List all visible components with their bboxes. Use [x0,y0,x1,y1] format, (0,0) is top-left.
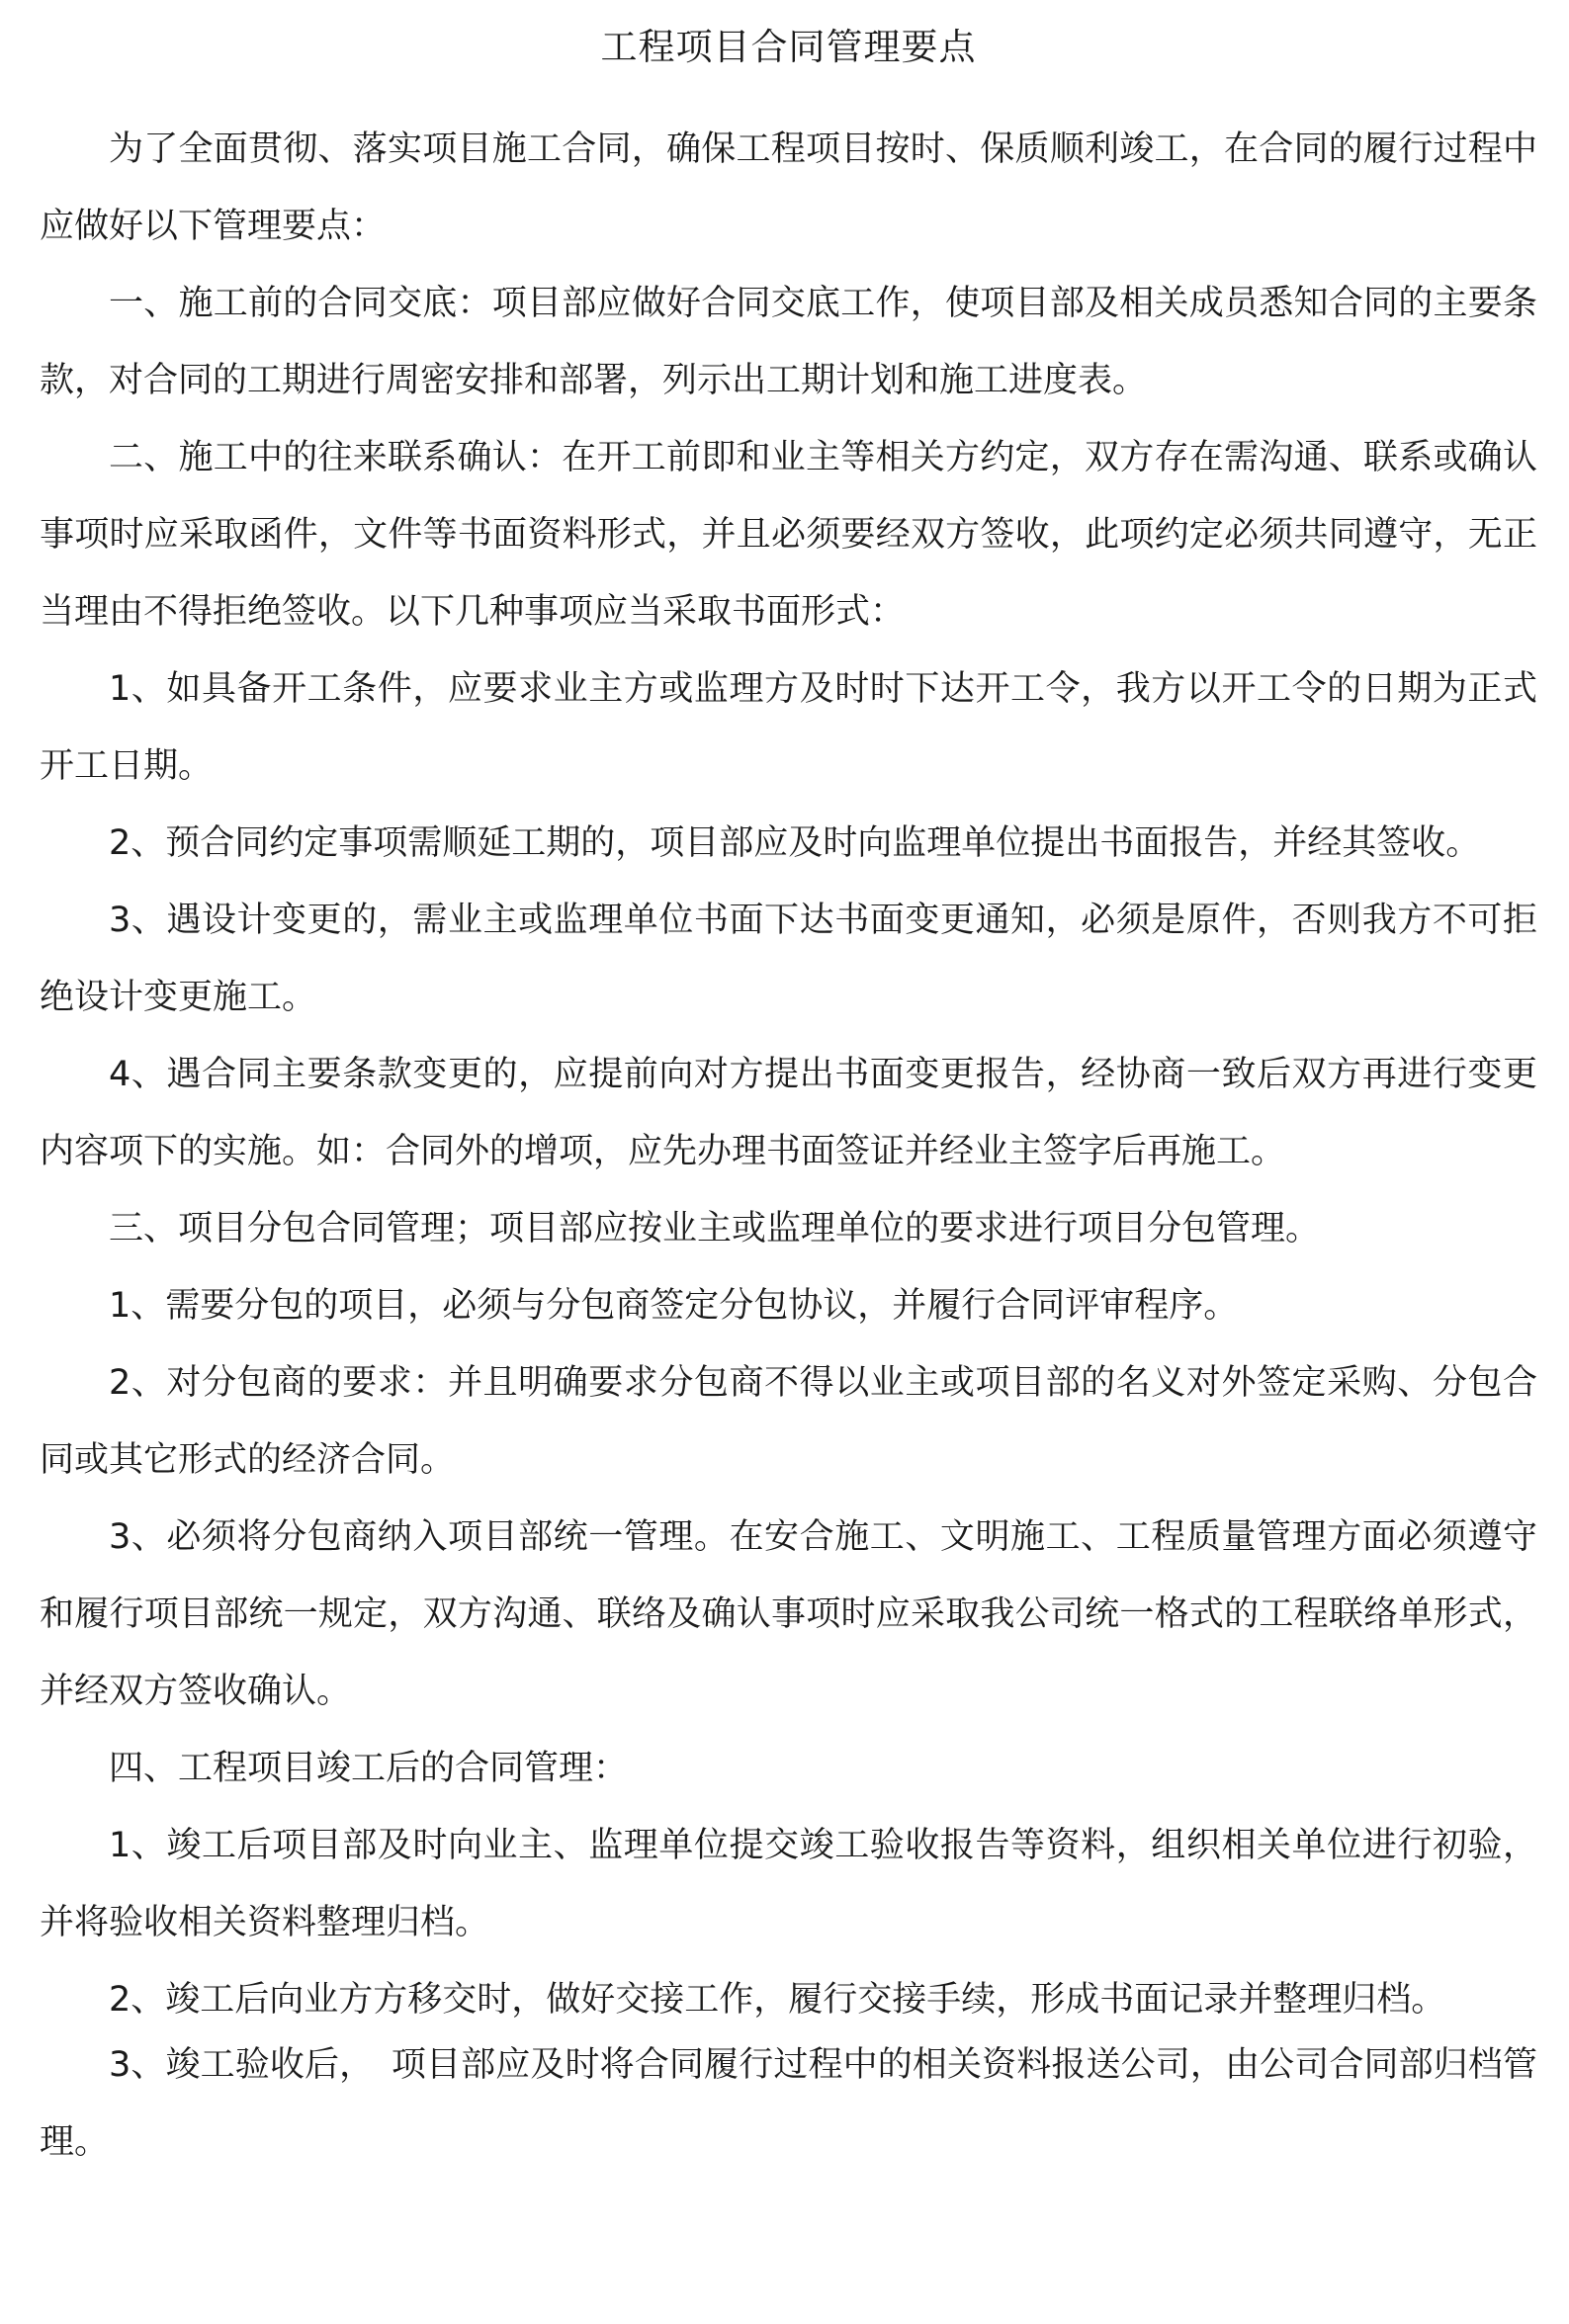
section-4-completion: 四、工程项目竣工后的合同管理： [109,1749,629,1788]
section-2-communication: 二、施工中的往来联系确认：在开工前即和业主等相关方约定，双方存在需沟通、联系或确认事项时应采取函件，文件等书面资料形式，并且必须要经双方签收，此项约定必须共同遵守，无正当理由不得拒绝签收。以下几种事项应当采取书面形式： [40,438,1537,632]
section-2-item-4: 4、遇合同主要条款变更的，应提前向对方提出书面变更报告，经协商一致后双方再进行变更内容项下的实施。如：合同外的增项，应先办理书面签证并经业主签字后再施工。 [40,1055,1537,1171]
section-2-item-2: 2、预合同约定事项需顺延工期的，项目部应及时向监理单位提出书面报告，并经其签收。 [109,823,1481,863]
section-4-item-2: 2、竣工后向业方方移交时，做好交接工作，履行交接手续，形成书面记录并整理归档。 [109,1980,1446,2020]
document-title: 工程项目合同管理要点 [600,26,977,68]
section-2-item-3: 3、遇设计变更的，需业主或监理单位书面下达书面变更通知，必须是原件，否则我方不可拒绝设计变更施工。 [40,901,1537,1017]
intro-paragraph: 为了全面贯彻、落实项目施工合同，确保工程项目按时、保质顺利竣工，在合同的履行过程中应做好以下管理要点： [40,129,1537,246]
section-3-item-3: 3、必须将分包商纳入项目部统一管理。在安合施工、文明施工、工程质量管理方面必须遵守和履行项目部统一规定，双方沟通、联络及确认事项时应采取我公司统一格式的工程联络单形式，并经双方签收确认。 [40,1517,1537,1711]
section-3-subcontract: 三、项目分包合同管理；项目部应按业主或监理单位的要求进行项目分包管理。 [109,1209,1321,1248]
section-1-pre-construction: 一、施工前的合同交底：项目部应做好合同交底工作，使项目部及相关成员悉知合同的主要条款，对合同的工期进行周密安排和部署，列示出工期计划和施工进度表。 [40,284,1537,400]
section-2-item-1: 1、如具备开工条件，应要求业主方或监理方及时时下达开工令，我方以开工令的日期为正式开工日期。 [40,669,1537,786]
section-3-item-2: 2、对分包商的要求：并且明确要求分包商不得以业主或项目部的名义对外签定采购、分包合同或其它形式的经济合同。 [40,1363,1537,1480]
section-4-item-3: 3、竣工验收后， 项目部应及时将合同履行过程中的相关资料报送公司，由公司合同部归档管理。 [40,2045,1537,2162]
section-4-item-1: 1、竣工后项目部及时向业主、监理单位提交竣工验收报告等资料，组织相关单位进行初验，并将验收相关资料整理归档。 [40,1826,1537,1942]
section-3-item-1: 1、需要分包的项目，必须与分包商签定分包协议，并履行合同评审程序。 [109,1286,1239,1326]
